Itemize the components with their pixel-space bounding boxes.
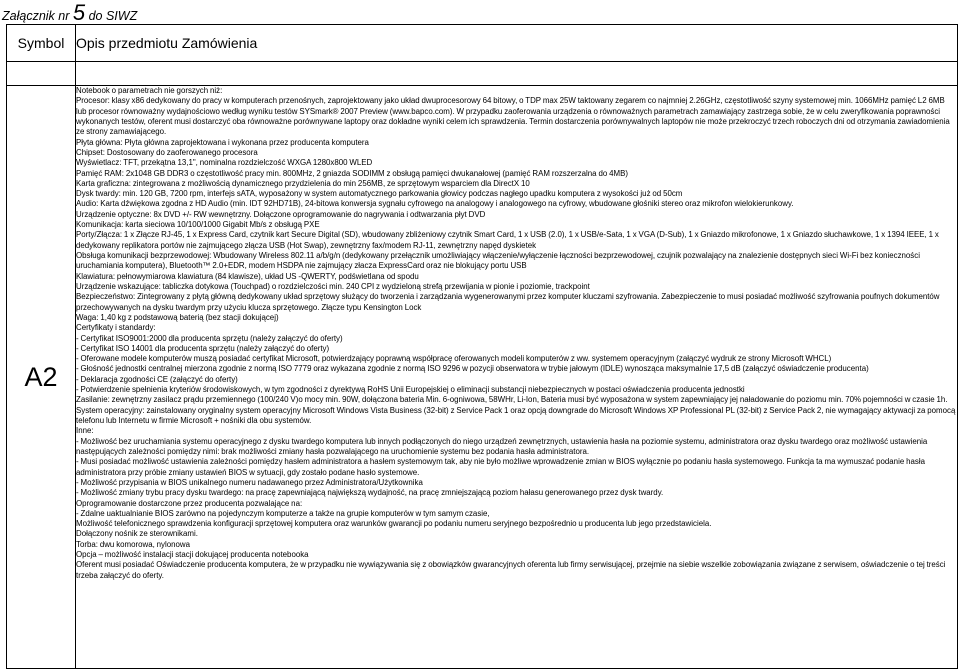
attachment-suffix: do SIWZ xyxy=(85,9,138,23)
spec-line: Porty/Złącza: 1 x Złącze RJ-45, 1 x Express Card, czytnik kart Secure Digital (SD), wbudowany zbliżeniowy czytnik Smart Card, 1 x USB (2.0), 1 x USB/e-Sata, 1 x VGA (D-Sub), 1 x Gniazdo mikrofonowe, 1 x Gniazdo słuchawkowe, 1 x 1394 IEEE, 1 x dedykowany replikatora portów nie zajmującego złącza USB (Hot Swap), zewnętrzny fax/modem RJ-11, zewnętrzny napęd dyskietek xyxy=(76,230,939,250)
spec-line: Certyfikaty i standardy: xyxy=(76,323,156,333)
spec-line: Klawiatura: pełnowymiarowa klawiatura (84 klawisze), układ US -QWERTY, podświetlana od spodu xyxy=(76,271,419,281)
spec-line: - Deklaracja zgodności CE (załączyć do oferty) xyxy=(76,374,238,384)
spec-line: Zasilanie: zewnętrzny zasilacz prądu przemiennego (100/240 V)o mocy min. 90W, dołączona bateria Min. 6-ogniwowa, 58WHr, Li-Ion, Bateria musi być wyposażona w system zapewniający jej naładowanie do poziomu min. 70% pojemności w czasie 1h. xyxy=(76,395,948,405)
spec-line: Oprogramowanie dostarczone przez producenta pozwalające na: xyxy=(76,498,303,508)
spec-line: Notebook o parametrach nie gorszych niż: xyxy=(76,86,223,95)
attachment-prefix: Załącznik nr xyxy=(2,9,73,23)
spec-line: - Zdalne uaktualnianie BIOS zarówno na pojedynczym komputerze a także na grupie komputerów w tym samym czasie, xyxy=(76,508,490,518)
description-header: Opis przedmiotu Zamówienia xyxy=(76,25,958,62)
spec-line: Obsługa komunikacji bezprzewodowej: Wbudowany Wireless 802.11 a/b/g/n (dedykowany przełącznik umożliwiający włączenie/wyłączenie łączności bezprzewodowej, czujnik pozwalający na znalezienie dostępnych sieci Wi-Fi bez konieczności uruchamiania komputera), Bluetooth™ 2.0+EDR, modem HSDPA nie zajmujący złacza ExpressCard oraz nie blokujący portu USB xyxy=(76,251,920,271)
spec-line: - Możliwość zmiany trybu pracy dysku twardego: na pracę zapewniającą największą wydajność, na pracę zmniejszającą poziom hałasu generowanego przez dysk twardy. xyxy=(76,488,664,498)
spec-line: Pamięć RAM: 2x1048 GB DDR3 o częstotliwość pracy min. 800MHz, 2 gniazda SODIMM z obsługą pamięci dwukanałowej (pamięć RAM rozszerzalna do 4MB) xyxy=(76,168,628,178)
attachment-number: 5 xyxy=(72,0,86,25)
spec-line: - Certyfikat ISO9001:2000 dla producenta sprzętu (należy załączyć do oferty) xyxy=(76,333,343,343)
spec-line: Opcja – możliwość instalacji stacji dokującej producenta notebooka xyxy=(76,550,309,560)
spec-line: - Certyfikat ISO 14001 dla producenta sprzętu (należy załączyć do oferty) xyxy=(76,343,330,353)
spec-line: Oferent musi posiadać Oświadczenie producenta komputera, że w przypadku nie wywiązywania się z obowiązków gwarancyjnych oferenta lub firmy serwisującej, przejmie na siebie wszelkie zobowiązania związane z serwisem, oświadczenie o tej treści trzeba załączyć do oferty. xyxy=(76,560,946,580)
spec-line: - Potwierdzenie spełnienia kryteriów środowiskowych, w tym zgodności z dyrektywą RoHS Unii Europejskiej o eliminacji substancji niebezpiecznych w postaci oświadczenia producenta jednostki xyxy=(76,385,745,395)
spec-line: Komunikacja: karta sieciowa 10/100/1000 Gigabit Mb/s z obsługą PXE xyxy=(76,220,320,230)
spec-line: - Musi posiadać możliwość ustawienia zależności pomiędzy hasłem administratora a hasłem systemowym tak, aby nie było możliwe wprowadzenie zmian w BIOS wyłącznie po podaniu hasła systemowego. Funkcja ta ma wymuszać podanie hasła administratora przy próbie zmiany ustawień BIOS w sytuacji, gdy zostało podane hasło systemowe. xyxy=(76,457,925,477)
item-description xyxy=(76,86,958,669)
spec-line: Bezpieczeństwo: Zintegrowany z płytą główną dedykowany układ sprzętowy służący do tworzenia i zarządzania wygenerowanymi przez komputer kluczami szyfrowania. Zabezpieczenie to musi posiadać możliwość szyfrowania poufnych dokumentów przechowywanych na dysku twardym przy użyciu klucza sprzętowego. Złącze typu Kensington Lock xyxy=(76,292,940,312)
spacer-row xyxy=(7,62,958,86)
spec-line: Audio: Karta dźwiękowa zgodna z HD Audio (min. IDT 92HD71B), 24-bitowa konwersja sygnału cyfrowego na analogowy i analogowego na cyfrowy, wbudowane głośniki stereo oraz mikrofon wielokierunkowy. xyxy=(76,199,794,209)
item-symbol: A2 xyxy=(7,86,76,669)
spec-line: Karta graficzna: zintegrowana z możliwością dynamicznego przydzielenia do min 256MB, ze sprzętowym wsparciem dla DirectX 10 xyxy=(76,178,530,188)
spacer-cell-description xyxy=(76,62,958,86)
item-row xyxy=(7,86,958,669)
spec-line: Możliwość telefonicznego sprawdzenia konfiguracji sprzętowej komputera oraz warunków gwarancji po podaniu numeru seryjnego bezpośrednio u producenta lub jego przedstawiciela. xyxy=(76,519,712,529)
spec-line: Dołączony nośnik ze sterownikami. xyxy=(76,529,198,539)
spec-line: Urządzenie wskazujące: tabliczka dotykowa (Touchpad) o rozdzielczości min. 240 CPI z wydzieloną strefą przewijania w pionie i poziomie, trackpoint xyxy=(76,281,590,291)
spec-line: - Głośność jednostki centralnej mierzona zgodnie z normą ISO 7779 oraz wykazana zgodnie z normą ISO 9296 w pozycji obserwatora w trybie jałowym (IDLE) wynosząca maksymalnie 17,5 dB (załączyć oświadczenie producenta) xyxy=(76,364,869,374)
spec-line: Inne: xyxy=(76,426,94,436)
spec-line: Torba: dwu komorowa, nylonowa xyxy=(76,539,191,549)
header-row xyxy=(7,25,958,62)
spec-line: Dysk twardy: min. 120 GB, 7200 rpm, interfejs sATA, wyposażony w system automatycznego parkowania głowicy podczas nagłego upadku komputera z wysokości już od 50cm xyxy=(76,189,683,199)
spec-line: System operacyjny: zainstalowany oryginalny system operacyjny Microsoft Windows Vista Business (32-bit) z Service Pack 1 oraz opcją downgrade do Microsoft Windows XP Professional PL (32-bit) z Service Pack 2, nie wymagający aktywacji za pomocą telefonu lub Internetu w firmie Microsoft + nośniki dla obu systemów. xyxy=(76,405,956,425)
spacer-cell-symbol xyxy=(7,62,76,86)
specification-table xyxy=(6,24,958,669)
symbol-header: Symbol xyxy=(7,25,76,62)
spec-line: - Możliwość przypisania w BIOS unikalnego numeru nadawanego przez Administratora/Użytkownika xyxy=(76,477,423,487)
spec-line: Urządzenie optyczne: 8x DVD +/- RW wewnętrzny. Dołączone oprogramowanie do nagrywania i odtwarzania płyt DVD xyxy=(76,209,486,219)
spec-line: Płyta główna: Płyta główna zaprojektowana i wykonana przez producenta komputera xyxy=(76,137,369,147)
spec-line: Procesor: klasy x86 dedykowany do pracy w komputerach przenośnych, zaprojektowany jako układ dwuprocesorowy 64 bitowy, o TDP max 25W taktowany zegarem co najmniej 2.26GHz, częstotliwość szyny systemowej min. 1066MHz pamięć L2 6MB lub procesor równoważny wydajnościowo według wyniku testów SYSmark® 2007 Preview (www.bapco.com). W przypadku zaoferowania urządzenia o równoważnych parametrach zamawiający zastrzega sobie, że w celu zweryfikowania poprawności wykonanych testów, oferent musi dostarczyć oba równoważne porównywane laptopy oraz dokładne wyniki celem ich sprawdzenia. Termin dostarczenia porównywalnych laptopów nie może przekroczyć trzech roboczych dni od otrzymania zawiadomienia ze strony zamawiającego. xyxy=(76,96,950,137)
spec-line: Waga: 1,40 kg z podstawową baterią (bez stacji dokującej) xyxy=(76,312,279,322)
spec-line: - Możliwość bez uruchamiania systemu operacyjnego z dysku twardego komputera lub innych podłączonych do niego urządzeń zewnętrznych, ustawienia hasła na poziomie systemu, administratora oraz dysku twardego oraz możliwość ustawienia następujących zależności pomiędzy nimi: brak możliwości zmiany hasła pozwalającego na uruchomienie systemu bez podania hasła administratora. xyxy=(76,436,928,456)
spec-line: - Oferowane modele komputerów muszą posiadać certyfikat Microsoft, potwierdzający poprawną współpracę oferowanych modeli komputerów z ww. systemem operacyjnym (załączyć wydruk ze strony Microsoft WHCL) xyxy=(76,354,832,364)
spec-line: Chipset: Dostosowany do zaoferowanego procesora xyxy=(76,147,258,157)
spec-line: Wyświetlacz: TFT, przekątna 13,1", nominalna rozdzielczość WXGA 1280x800 WLED xyxy=(76,158,373,168)
